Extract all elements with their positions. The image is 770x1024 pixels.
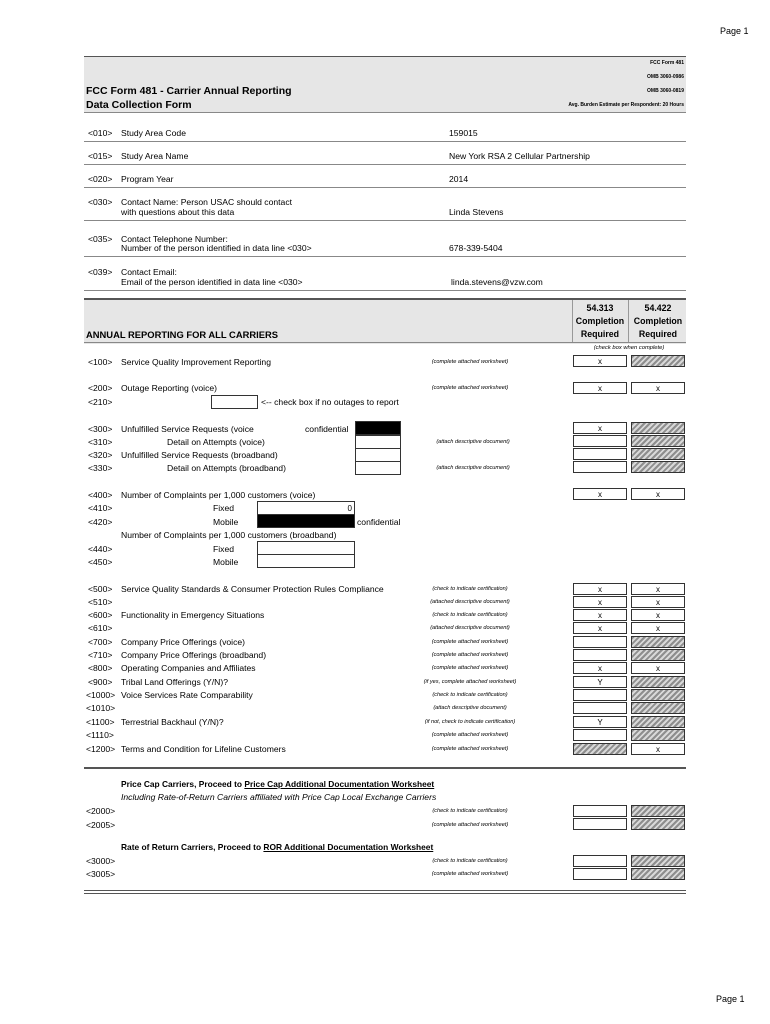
note-510: (attached descriptive document) [430,599,510,605]
redacted-420 [257,514,355,528]
form-number: FCC Form 481 [650,60,684,66]
study-area-name-label: Study Area Name [121,151,189,161]
input-320[interactable] [355,448,401,462]
price-cap-subtitle: Including Rate-of-Return Carriers affiliated with Price Cap Local Exchange Carriers [121,792,437,802]
note-1010: (attach descriptive document) [433,705,507,711]
checkbox-1000-54313[interactable] [573,689,627,701]
page-number-top: Page 1 [720,26,749,36]
checkbox-1200-54313-na [573,743,627,755]
checkbox-320-54422-na [631,448,685,460]
checkbox-330-54313[interactable] [573,461,627,473]
code-600: <600> [88,610,113,620]
service-quality-label: Service Quality Improvement Reporting [121,357,271,367]
checkbox-3005-54313[interactable] [573,868,627,880]
check-box-note: (check box when complete) [593,345,665,351]
checkbox-310-54313[interactable] [573,435,627,447]
study-area-name-value: New York RSA 2 Cellular Partnership [449,151,590,161]
note-1100: (if not, check to indicate certification) [424,719,516,725]
note-2000: (check to indicate certification) [432,808,508,814]
code-710: <710> [88,650,113,660]
code-035: <035> [88,234,113,244]
form-title: FCC Form 481 - Carrier Annual Reporting [86,85,292,97]
checkbox-3000-54313[interactable] [573,855,627,867]
page-number-bottom: Page 1 [716,994,745,1004]
checkbox-2000-54422-na [631,805,685,817]
outage-reporting-label: Outage Reporting (voice) [121,383,218,393]
fixed-broadband-label: Fixed [213,544,235,554]
checkbox-1100-54422-na [631,716,685,728]
checkbox-2005-54313[interactable] [573,818,627,830]
price-offerings-voice-label: Company Price Offerings (voice) [121,637,246,647]
no-outages-label: <-- check box if no outages to report [261,397,399,407]
contact-email-value: linda.stevens@vzw.com [451,277,543,287]
unfulfilled-broadband-label: Unfulfilled Service Requests (broadband) [121,450,278,460]
checkbox-200-54313[interactable]: x [573,382,627,394]
omb-number-1: OMB 3060-0986 [647,74,684,80]
unfulfilled-voice-label: Unfulfilled Service Requests (voice [121,424,254,434]
note-310: (attach descriptive document) [436,439,510,445]
rate-comparability-label: Voice Services Rate Comparability [121,690,253,700]
code-410: <410> [88,503,113,513]
checkbox-1110-54422-na [631,729,685,741]
contact-phone-value: 678-339-5404 [449,243,503,253]
checkbox-500-54313[interactable]: x [573,583,627,595]
code-310: <310> [88,437,113,447]
code-300: <300> [88,424,113,434]
checkbox-3000-54422-na [631,855,685,867]
code-1200: <1200> [86,744,116,754]
note-610: (attached descriptive document) [430,625,510,631]
note-700: (complete attached worksheet) [431,639,509,645]
note-800: (complete attached worksheet) [431,665,509,671]
checkbox-1100-54313[interactable]: Y [573,716,627,728]
checkbox-900-54313[interactable]: Y [573,676,627,688]
checkbox-1010-54313[interactable] [573,702,627,714]
code-010: <010> [88,128,113,138]
code-1010: <1010> [86,703,116,713]
checkbox-100-54313[interactable]: x [573,355,627,367]
emergency-functionality-label: Functionality in Emergency Situations [121,610,265,620]
checkbox-100-54422-na [631,355,685,367]
contact-name-label-2: with questions about this data [121,207,235,217]
terrestrial-backhaul-label: Terrestrial Backhaul (Y/N)? [121,717,224,727]
fixed-voice-label: Fixed [213,503,235,513]
note-1000: (check to indicate certification) [432,692,508,698]
code-1100: <1100> [86,717,115,727]
code-2000: <2000> [86,806,116,816]
fixed-voice-value[interactable]: 0 [257,501,355,515]
price-offerings-broadband-label: Company Price Offerings (broadband) [121,650,267,660]
checkbox-600-54313[interactable]: x [573,609,627,621]
code-3005: <3005> [86,869,116,879]
omb-number-2: OMB 3060-0819 [647,88,684,94]
code-210: <210> [88,397,113,407]
operating-companies-label: Operating Companies and Affiliates [121,663,256,673]
note-200: (complete attached worksheet) [431,385,509,391]
program-year-value: 2014 [449,174,469,184]
code-030: <030> [88,197,113,207]
checkbox-320-54313[interactable] [573,448,627,460]
checkbox-710-54313[interactable] [573,649,627,661]
ror-heading: Rate of Return Carriers, Proceed to ROR Additional Documentation Worksheet [121,842,434,852]
checkbox-510-54422[interactable]: x [631,596,685,608]
checkbox-900-54422-na [631,676,685,688]
lifeline-terms-label: Terms and Condition for Lifeline Customers [121,744,286,754]
code-200: <200> [88,383,113,393]
mobile-voice-label: Mobile [213,517,239,527]
checkbox-310-54422-na [631,435,685,447]
contact-phone-label-2: Number of the person identified in data line <030> [121,243,312,253]
checkbox-2005-54422-na [631,818,685,830]
col-54313-header: 54.313 Completion Required [575,303,625,339]
study-area-code-label: Study Area Code [121,128,186,138]
checkbox-610-54313[interactable]: x [573,622,627,634]
input-310[interactable] [355,435,401,449]
code-510: <510> [88,597,113,607]
note-3000: (check to indicate certification) [432,858,508,864]
code-2005: <2005> [86,820,116,830]
checkbox-1110-54313[interactable] [573,729,627,741]
price-cap-worksheet-link[interactable]: Price Cap Additional Documentation Worksheet [244,779,435,789]
code-800: <800> [88,663,113,673]
checkbox-610-54422[interactable]: x [631,622,685,634]
note-100: (complete attached worksheet) [431,359,509,365]
mobile-broadband-label: Mobile [213,557,239,567]
detail-broadband-label: Detail on Attempts (broadband) [167,463,286,473]
code-450: <450> [88,557,113,567]
code-420: <420> [88,517,113,527]
checkbox-1200-54422[interactable]: x [631,743,685,755]
confidential-420: confidential [357,517,401,527]
code-440: <440> [88,544,113,554]
note-2005: (complete attached worksheet) [431,822,509,828]
form-subtitle: Data Collection Form [86,99,192,111]
checkbox-510-54313[interactable]: x [573,596,627,608]
detail-voice-label: Detail on Attempts (voice) [167,437,265,447]
checkbox-400-54313[interactable]: x [573,488,627,500]
code-1000: <1000> [86,690,116,700]
complaints-voice-label: Number of Complaints per 1,000 customers (voice) [121,490,316,500]
note-500: (check to indicate certification) [432,586,508,592]
input-330[interactable] [355,461,401,475]
checkbox-300-54422-na [631,422,685,434]
annual-reporting-title: ANNUAL REPORTING FOR ALL CARRIERS [86,329,279,340]
code-500: <500> [88,584,113,594]
note-3005: (complete attached worksheet) [431,871,509,877]
note-710: (complete attached worksheet) [431,652,509,658]
checkbox-700-54313[interactable] [573,636,627,648]
col-54422-header: 54.422 Completion Required [633,303,683,339]
contact-name-label: Contact Name: Person USAC should contact [121,197,293,207]
checkbox-330-54422-na [631,461,685,473]
note-900: (if yes, complete attached worksheet) [423,679,517,685]
code-039: <039> [88,267,113,277]
code-700: <700> [88,637,113,647]
code-020: <020> [88,174,113,184]
program-year-label: Program Year [121,174,174,184]
code-610: <610> [88,623,113,633]
ror-worksheet-link[interactable]: ROR Additional Documentation Worksheet [263,842,434,852]
confidential-300: confidential [305,424,349,434]
checkbox-800-54422[interactable]: x [631,662,685,674]
complaints-broadband-label: Number of Complaints per 1,000 customers (broadband) [121,530,337,540]
code-100: <100> [88,357,113,367]
checkbox-2000-54313[interactable] [573,805,627,817]
checkbox-700-54422-na [631,636,685,648]
contact-phone-label: Contact Telephone Number: [121,234,228,244]
checkbox-400-54422[interactable]: x [631,488,685,500]
price-cap-heading: Price Cap Carriers, Proceed to Price Cap Additional Documentation Worksheet [121,779,435,789]
code-320: <320> [88,450,113,460]
code-015: <015> [88,151,113,161]
consumer-protection-label: Service Quality Standards & Consumer Protection Rules Compliance [121,584,384,594]
checkbox-1000-54422-na [631,689,685,701]
contact-email-label: Contact Email: [121,267,177,277]
checkbox-600-54422[interactable]: x [631,609,685,621]
fixed-broadband-input[interactable] [257,541,355,555]
redacted-300 [355,421,401,435]
study-area-code-value: 159015 [449,128,478,138]
checkbox-800-54313[interactable]: x [573,662,627,674]
burden-estimate: Avg. Burden Estimate per Respondent: 20 Hours [568,102,684,108]
code-400: <400> [88,490,113,500]
contact-name-value: Linda Stevens [449,207,504,217]
checkbox-1010-54422-na [631,702,685,714]
checkbox-200-54422[interactable]: x [631,382,685,394]
note-1110: (complete attached worksheet) [431,732,509,738]
code-900: <900> [88,677,113,687]
code-330: <330> [88,463,113,473]
tribal-land-label: Tribal Land Offerings (Y/N)? [121,677,228,687]
checkbox-3005-54422-na [631,868,685,880]
checkbox-300-54313[interactable]: x [573,422,627,434]
checkbox-710-54422-na [631,649,685,661]
note-600: (check to indicate certification) [432,612,508,618]
contact-email-label-2: Email of the person identified in data line <030> [121,277,303,287]
note-330: (attach descriptive document) [436,465,510,471]
code-3000: <3000> [86,856,116,866]
mobile-broadband-input[interactable] [257,554,355,568]
checkbox-500-54422[interactable]: x [631,583,685,595]
no-outages-checkbox[interactable] [211,395,258,409]
code-1110: <1110> [86,730,114,740]
note-1200: (complete attached worksheet) [431,746,509,752]
